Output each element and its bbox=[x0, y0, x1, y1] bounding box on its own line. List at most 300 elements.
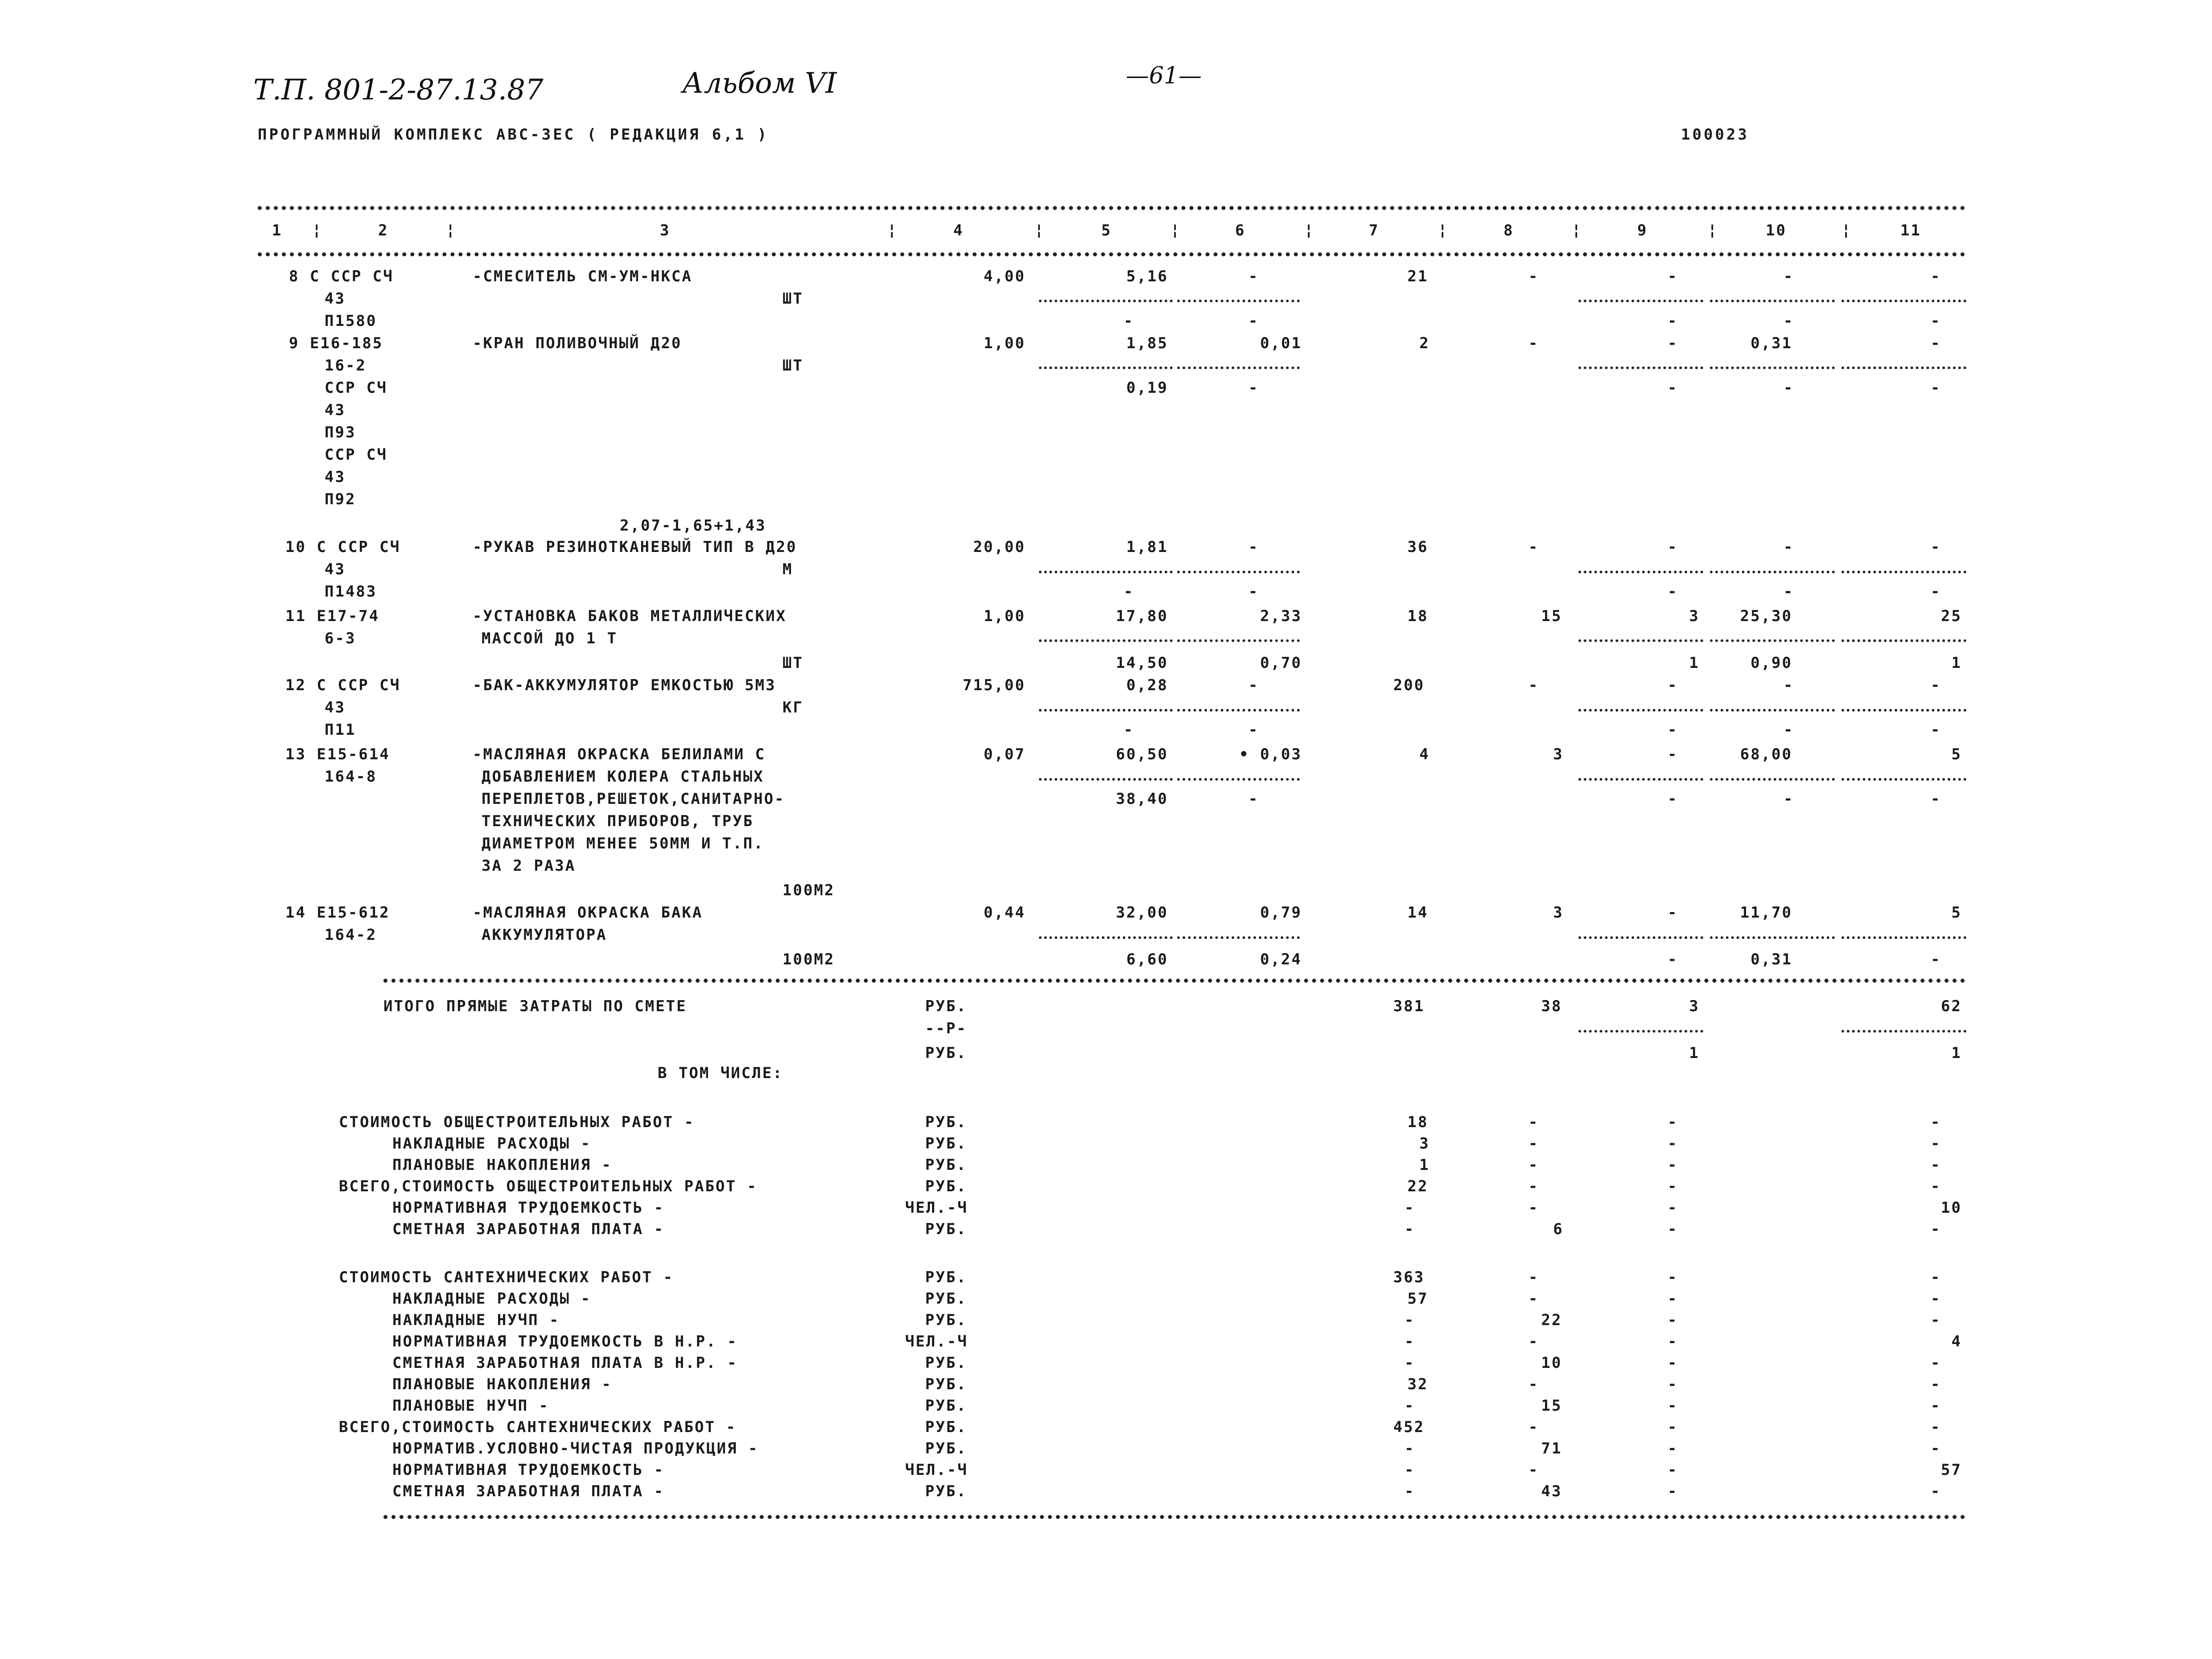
table-cell: - bbox=[1668, 721, 1678, 739]
table-cell: НОРМАТИВНАЯ ТРУДОЕМКОСТЬ - bbox=[392, 1199, 665, 1217]
table-cell: 0,90 bbox=[1751, 654, 1792, 672]
table-cell: - bbox=[1931, 1354, 1941, 1372]
table-cell: - bbox=[1528, 1290, 1539, 1308]
table-cell: - bbox=[1931, 268, 1941, 285]
dotted-rule bbox=[1177, 778, 1300, 781]
table-cell: - bbox=[1668, 951, 1678, 968]
page-number: —61— bbox=[1126, 62, 1202, 89]
totals-rule bbox=[383, 979, 1965, 983]
table-cell: - bbox=[1124, 721, 1134, 739]
table-cell: КГ bbox=[783, 699, 803, 716]
table-cell: ССР СЧ bbox=[325, 379, 387, 397]
table-cell: 1 bbox=[1419, 1156, 1430, 1174]
table-cell: РУБ. bbox=[925, 1156, 967, 1174]
dotted-rule bbox=[1177, 709, 1300, 712]
dotted-rule bbox=[1578, 300, 1703, 302]
table-cell: 6 bbox=[1553, 1220, 1564, 1238]
table-cell: -КРАН ПОЛИВОЧНЫЙ Д20 bbox=[473, 334, 682, 352]
table-cell: 0,01 bbox=[1260, 334, 1302, 352]
dotted-rule bbox=[1177, 936, 1300, 939]
table-cell: - bbox=[1668, 1156, 1678, 1174]
table-cell: 20,00 bbox=[973, 538, 1026, 556]
table-cell: 715,00 bbox=[963, 676, 1026, 694]
dotted-rule bbox=[1039, 778, 1173, 781]
table-cell: 17,80 bbox=[1116, 607, 1168, 625]
table-cell: 1 bbox=[1689, 654, 1700, 672]
table-cell: 4 bbox=[1951, 1333, 1962, 1350]
table-cell: 15 bbox=[1541, 1397, 1562, 1415]
table-cell: - bbox=[1668, 1461, 1678, 1479]
table-cell: РУБ. bbox=[925, 1440, 967, 1457]
table-cell: - bbox=[1528, 1177, 1539, 1195]
column-separator: ¦ bbox=[446, 221, 455, 239]
table-cell: - bbox=[1668, 1290, 1678, 1308]
table-cell: 2,33 bbox=[1260, 607, 1302, 625]
table-cell: - bbox=[1784, 790, 1794, 808]
table-cell: 16-2 bbox=[325, 357, 367, 375]
table-cell: РУБ. bbox=[925, 1354, 967, 1372]
table-cell: РУБ. bbox=[925, 1220, 967, 1238]
table-cell: - bbox=[1931, 1156, 1941, 1174]
table-cell: ЧЕЛ.-Ч bbox=[905, 1461, 968, 1479]
table-cell: ПЛАНОВЫЕ НАКОПЛЕНИЯ - bbox=[392, 1375, 612, 1393]
table-cell: РУБ. bbox=[925, 1311, 967, 1329]
table-cell: 5 bbox=[1951, 904, 1962, 922]
table-cell: - bbox=[1931, 1177, 1941, 1195]
table-cell: - bbox=[1528, 268, 1539, 285]
table-cell: - bbox=[1784, 676, 1794, 694]
table-cell: 3 bbox=[1419, 1135, 1430, 1153]
table-cell: 22 bbox=[1407, 1177, 1429, 1195]
table-cell: 43 bbox=[325, 290, 346, 308]
table-cell: - bbox=[1931, 951, 1941, 968]
table-cell: - bbox=[1248, 583, 1259, 601]
dotted-rule bbox=[1039, 709, 1173, 712]
table-cell: 8 С ССР СЧ bbox=[289, 268, 394, 285]
program-header: ПРОГРАММНЫЙ КОМПЛЕКС АВС-3ЕС ( РЕДАКЦИЯ 6,1 ) bbox=[258, 126, 769, 144]
table-cell: 13 Е15-614 bbox=[285, 745, 390, 763]
table-cell: - bbox=[1528, 676, 1539, 694]
column-separator: ¦ bbox=[1034, 221, 1044, 239]
table-cell: -МАСЛЯНАЯ ОКРАСКА БАКА bbox=[473, 904, 703, 922]
dotted-rule bbox=[1710, 778, 1835, 781]
table-cell: - bbox=[1405, 1440, 1415, 1457]
table-cell: 9 Е16-185 bbox=[289, 334, 383, 352]
table-cell: - bbox=[1931, 538, 1941, 556]
table-cell: 57 bbox=[1941, 1461, 1962, 1479]
table-cell: НОРМАТИВНАЯ ТРУДОЕМКОСТЬ В Н.Р. - bbox=[392, 1333, 738, 1350]
table-cell: П1483 bbox=[325, 583, 377, 601]
table-cell: - bbox=[1931, 790, 1941, 808]
table-cell: -МАСЛЯНАЯ ОКРАСКА БЕЛИЛАМИ С bbox=[473, 745, 766, 763]
table-cell: 60,50 bbox=[1116, 745, 1168, 763]
table-cell: НАКЛАДНЫЕ НУЧП - bbox=[392, 1311, 560, 1329]
table-cell: 164-8 bbox=[325, 768, 377, 786]
table-cell: - bbox=[1528, 1268, 1539, 1286]
table-cell: М bbox=[783, 560, 793, 578]
dotted-rule bbox=[1710, 936, 1835, 939]
table-cell: ЗА 2 РАЗА bbox=[482, 857, 576, 875]
table-cell: 3 bbox=[1553, 745, 1564, 763]
table-cell: 4,00 bbox=[984, 268, 1026, 285]
table-cell: 363 bbox=[1393, 1268, 1425, 1286]
table-cell: 100М2 bbox=[783, 951, 835, 968]
table-cell: - bbox=[1931, 676, 1941, 694]
table-cell: - bbox=[1248, 312, 1259, 330]
table-cell: - bbox=[1931, 312, 1941, 330]
table-cell: - bbox=[1528, 1418, 1539, 1436]
header-stamp: Т.П. 801-2-87.13.87 bbox=[253, 74, 544, 107]
table-cell: РУБ. bbox=[925, 1397, 967, 1415]
table-cell: 43 bbox=[1541, 1482, 1562, 1500]
table-cell: - bbox=[1668, 1311, 1678, 1329]
table-top-rule bbox=[258, 206, 1965, 210]
table-cell: - bbox=[1668, 1418, 1678, 1436]
table-cell: 32 bbox=[1407, 1375, 1429, 1393]
table-cell: 0,07 bbox=[984, 745, 1026, 763]
table-cell: 43 bbox=[325, 401, 346, 419]
table-cell: - bbox=[1931, 721, 1941, 739]
table-cell: 6,60 bbox=[1126, 951, 1168, 968]
table-cell: - bbox=[1668, 334, 1678, 352]
column-number: 4 bbox=[953, 222, 964, 239]
dotted-rule bbox=[1578, 571, 1703, 573]
column-number: 10 bbox=[1766, 222, 1787, 239]
table-cell: - bbox=[1668, 676, 1678, 694]
dotted-rule bbox=[1710, 366, 1835, 369]
table-cell: - bbox=[1668, 1177, 1678, 1195]
table-cell: 22 bbox=[1541, 1311, 1562, 1329]
table-cell: ДОБАВЛЕНИЕМ КОЛЕРА СТАЛЬНЫХ bbox=[482, 768, 764, 786]
dotted-rule bbox=[1841, 1030, 1966, 1033]
table-cell: 1,81 bbox=[1126, 538, 1168, 556]
dotted-rule bbox=[1841, 571, 1966, 573]
table-cell: - bbox=[1405, 1220, 1415, 1238]
table-cell: СМЕТНАЯ ЗАРАБОТНАЯ ПЛАТА - bbox=[392, 1220, 665, 1238]
table-cell: - bbox=[1784, 379, 1794, 397]
table-cell: ВСЕГО,СТОИМОСТЬ САНТЕХНИЧЕСКИХ РАБОТ - bbox=[339, 1418, 737, 1436]
table-cell: - bbox=[1668, 904, 1678, 922]
table-cell: 32,00 bbox=[1116, 904, 1168, 922]
table-cell: 0,79 bbox=[1260, 904, 1302, 922]
table-cell: - bbox=[1668, 790, 1678, 808]
dotted-rule bbox=[1710, 571, 1835, 573]
table-cell: - bbox=[1248, 538, 1259, 556]
table-cell: - bbox=[1931, 1290, 1941, 1308]
table-cell: - bbox=[1668, 583, 1678, 601]
table-cell: - bbox=[1668, 745, 1678, 763]
table-cell: ПЛАНОВЫЕ НАКОПЛЕНИЯ - bbox=[392, 1156, 612, 1174]
table-cell: П11 bbox=[325, 721, 356, 739]
dotted-rule bbox=[1841, 709, 1966, 712]
table-cell: - bbox=[1784, 721, 1794, 739]
table-cell: - bbox=[1528, 1113, 1539, 1131]
table-cell: 1 bbox=[1689, 1044, 1700, 1062]
table-cell: - bbox=[1124, 583, 1134, 601]
table-cell: НАКЛАДНЫЕ РАСХОДЫ - bbox=[392, 1135, 591, 1153]
table-cell: - bbox=[1668, 1333, 1678, 1350]
table-cell: 25 bbox=[1941, 607, 1962, 625]
table-cell: ССР СЧ bbox=[325, 446, 387, 464]
table-cell: - bbox=[1931, 1113, 1941, 1131]
table-cell: - bbox=[1668, 1397, 1678, 1415]
column-separator: ¦ bbox=[1841, 221, 1851, 239]
column-number: 7 bbox=[1369, 222, 1380, 239]
table-cell: --Р- bbox=[925, 1020, 967, 1037]
table-cell: 0,31 bbox=[1751, 334, 1792, 352]
dotted-rule bbox=[1578, 366, 1703, 369]
column-number: 2 bbox=[378, 222, 389, 239]
dotted-rule bbox=[1710, 709, 1835, 712]
table-cell: 0,44 bbox=[984, 904, 1026, 922]
table-cell: РУБ. bbox=[925, 1113, 967, 1131]
table-cell: 0,19 bbox=[1126, 379, 1168, 397]
table-cell: 10 bbox=[1541, 1354, 1562, 1372]
table-cell: 1 bbox=[1951, 1044, 1962, 1062]
dotted-rule bbox=[1578, 639, 1703, 642]
table-cell: ЧЕЛ.-Ч bbox=[905, 1333, 968, 1350]
table-cell: 11 Е17-74 bbox=[285, 607, 380, 625]
table-cell: 200 bbox=[1393, 676, 1425, 694]
table-cell: РУБ. bbox=[925, 1375, 967, 1393]
column-number: 1 bbox=[272, 222, 283, 239]
dotted-rule bbox=[1841, 300, 1966, 302]
column-number: 11 bbox=[1900, 222, 1921, 239]
table-cell: - bbox=[1528, 538, 1539, 556]
table-cell: 71 bbox=[1541, 1440, 1562, 1457]
table-cell: 43 bbox=[325, 560, 346, 578]
column-separator: ¦ bbox=[1438, 221, 1447, 239]
table-cell: - bbox=[1405, 1397, 1415, 1415]
table-cell: 11,70 bbox=[1740, 904, 1792, 922]
table-cell: 1,85 bbox=[1126, 334, 1168, 352]
table-cell: - bbox=[1931, 1135, 1941, 1153]
table-cell: - bbox=[1931, 1397, 1941, 1415]
table-cell: 1,00 bbox=[984, 607, 1026, 625]
table-cell: 14 Е15-612 bbox=[285, 904, 390, 922]
table-cell: - bbox=[1931, 1375, 1941, 1393]
table-cell: 18 bbox=[1407, 1113, 1429, 1131]
table-cell: - bbox=[1528, 334, 1539, 352]
table-cell: РУБ. bbox=[925, 1044, 967, 1062]
column-separator: ¦ bbox=[1708, 221, 1717, 239]
document-code: 100023 bbox=[1681, 126, 1749, 144]
table-cell: ИТОГО ПРЯМЫЕ ЗАТРАТЫ ПО СМЕТЕ bbox=[383, 997, 687, 1015]
table-cell: - bbox=[1668, 1199, 1678, 1217]
dotted-rule bbox=[1841, 639, 1966, 642]
column-number: 3 bbox=[660, 222, 671, 239]
table-cell: 0,24 bbox=[1260, 951, 1302, 968]
table-cell: 381 bbox=[1393, 997, 1425, 1015]
table-cell: • 0,03 bbox=[1239, 745, 1302, 763]
table-cell: - bbox=[1405, 1199, 1415, 1217]
table-cell: - bbox=[1405, 1333, 1415, 1350]
dotted-rule bbox=[1841, 778, 1966, 781]
table-cell: В ТОМ ЧИСЛЕ: bbox=[658, 1064, 783, 1082]
table-cell: - bbox=[1784, 583, 1794, 601]
table-cell: 164-2 bbox=[325, 926, 377, 944]
table-cell: МАССОЙ ДО 1 Т bbox=[482, 630, 618, 647]
table-cell: 3 bbox=[1689, 607, 1700, 625]
table-cell: ШТ bbox=[783, 654, 803, 672]
table-cell: СМЕТНАЯ ЗАРАБОТНАЯ ПЛАТА - bbox=[392, 1482, 665, 1500]
table-cell: - bbox=[1528, 1333, 1539, 1350]
table-cell: 25,30 bbox=[1740, 607, 1792, 625]
table-cell: - bbox=[1528, 1135, 1539, 1153]
table-cell: ПЛАНОВЫЕ НУЧП - bbox=[392, 1397, 550, 1415]
table-cell: - bbox=[1405, 1311, 1415, 1329]
table-cell: 4 bbox=[1419, 745, 1430, 763]
table-cell: - bbox=[1668, 312, 1678, 330]
table-cell: НОРМАТИВНАЯ ТРУДОЕМКОСТЬ - bbox=[392, 1461, 665, 1479]
album-title: Альбом VI bbox=[682, 67, 837, 100]
table-cell: 14,50 bbox=[1116, 654, 1168, 672]
dotted-rule bbox=[1578, 1030, 1703, 1033]
dotted-rule bbox=[1177, 366, 1300, 369]
table-cell: - bbox=[1931, 334, 1941, 352]
table-cell: - bbox=[1528, 1375, 1539, 1393]
table-cell: -СМЕСИТЕЛЬ СМ-УМ-НКСА bbox=[473, 268, 692, 285]
dotted-rule bbox=[1177, 571, 1300, 573]
table-cell: - bbox=[1248, 790, 1259, 808]
column-number: 9 bbox=[1637, 222, 1648, 239]
dotted-rule bbox=[1578, 778, 1703, 781]
table-cell: 0,31 bbox=[1751, 951, 1792, 968]
table-cell: - bbox=[1784, 268, 1794, 285]
table-cell: СМЕТНАЯ ЗАРАБОТНАЯ ПЛАТА В Н.Р. - bbox=[392, 1354, 738, 1372]
dotted-rule bbox=[1039, 300, 1173, 302]
table-cell: СТОИМОСТЬ ОБЩЕСТРОИТЕЛЬНЫХ РАБОТ - bbox=[339, 1113, 695, 1131]
table-cell: - bbox=[1124, 312, 1134, 330]
table-cell: - bbox=[1668, 1135, 1678, 1153]
table-cell: 10 С ССР СЧ bbox=[285, 538, 401, 556]
table-cell: РУБ. bbox=[925, 1177, 967, 1195]
table-cell: 2,07-1,65+1,43 bbox=[620, 517, 766, 535]
table-cell: 10 bbox=[1941, 1199, 1962, 1217]
table-cell: - bbox=[1668, 1482, 1678, 1500]
table-cell: ШТ bbox=[783, 290, 803, 308]
table-cell: - bbox=[1931, 1220, 1941, 1238]
table-cell: ПЕРЕПЛЕТОВ,РЕШЕТОК,САНИТАРНО- bbox=[482, 790, 785, 808]
dotted-rule bbox=[1578, 709, 1703, 712]
table-cell: - bbox=[1528, 1156, 1539, 1174]
column-separator: ¦ bbox=[1170, 221, 1180, 239]
table-cell: - bbox=[1528, 1461, 1539, 1479]
table-cell: - bbox=[1784, 538, 1794, 556]
table-cell: - bbox=[1931, 1268, 1941, 1286]
table-cell: ШТ bbox=[783, 357, 803, 375]
table-cell: 1,00 bbox=[984, 334, 1026, 352]
table-cell: - bbox=[1668, 1268, 1678, 1286]
dotted-rule bbox=[1710, 300, 1835, 302]
dotted-rule bbox=[1177, 300, 1300, 302]
table-cell: РУБ. bbox=[925, 1268, 967, 1286]
header-bottom-rule bbox=[258, 252, 1965, 256]
table-cell: - bbox=[1248, 379, 1259, 397]
table-cell: 18 bbox=[1407, 607, 1429, 625]
table-cell: 0,70 bbox=[1260, 654, 1302, 672]
table-cell: - bbox=[1528, 1199, 1539, 1217]
table-cell: РУБ. bbox=[925, 1482, 967, 1500]
dotted-rule bbox=[1039, 936, 1173, 939]
table-cell: 38 bbox=[1541, 997, 1562, 1015]
table-cell: РУБ. bbox=[925, 1418, 967, 1436]
dotted-rule bbox=[1578, 936, 1703, 939]
table-cell: - bbox=[1784, 312, 1794, 330]
table-cell: СТОИМОСТЬ САНТЕХНИЧЕСКИХ РАБОТ - bbox=[339, 1268, 674, 1286]
table-cell: - bbox=[1668, 538, 1678, 556]
table-cell: 1 bbox=[1951, 654, 1962, 672]
table-cell: - bbox=[1931, 1482, 1941, 1500]
table-cell: 38,40 bbox=[1116, 790, 1168, 808]
table-cell: РУБ. bbox=[925, 1135, 967, 1153]
table-cell: 100М2 bbox=[783, 881, 835, 899]
table-cell: 2 bbox=[1419, 334, 1430, 352]
dotted-rule bbox=[1177, 639, 1300, 642]
table-cell: - bbox=[1931, 379, 1941, 397]
dotted-rule bbox=[1710, 639, 1835, 642]
table-cell: П1580 bbox=[325, 312, 377, 330]
table-cell: П92 bbox=[325, 490, 356, 508]
table-cell: 452 bbox=[1393, 1418, 1425, 1436]
table-cell: - bbox=[1931, 1440, 1941, 1457]
table-cell: 21 bbox=[1407, 268, 1429, 285]
table-cell: -УСТАНОВКА БАКОВ МЕТАЛЛИЧЕСКИХ bbox=[473, 607, 787, 625]
table-cell: - bbox=[1931, 1311, 1941, 1329]
table-cell: 5,16 bbox=[1126, 268, 1168, 285]
table-cell: 3 bbox=[1553, 904, 1564, 922]
table-cell: - bbox=[1668, 268, 1678, 285]
table-cell: - bbox=[1668, 1113, 1678, 1131]
table-cell: РУБ. bbox=[925, 1290, 967, 1308]
column-number: 5 bbox=[1101, 222, 1112, 239]
table-cell: НОРМАТИВ.УСЛОВНО-ЧИСТАЯ ПРОДУКЦИЯ - bbox=[392, 1440, 759, 1457]
table-cell: 3 bbox=[1689, 997, 1700, 1015]
table-cell: - bbox=[1405, 1482, 1415, 1500]
table-cell: 5 bbox=[1951, 745, 1962, 763]
table-cell: ВСЕГО,СТОИМОСТЬ ОБЩЕСТРОИТЕЛЬНЫХ РАБОТ - bbox=[339, 1177, 758, 1195]
table-cell: 43 bbox=[325, 468, 346, 486]
table-cell: - bbox=[1668, 1220, 1678, 1238]
table-cell: - bbox=[1931, 583, 1941, 601]
table-cell: ТЕХНИЧЕСКИХ ПРИБОРОВ, ТРУБ bbox=[482, 812, 754, 830]
table-cell: -БАК-АККУМУЛЯТОР ЕМКОСТЬЮ 5М3 bbox=[473, 676, 776, 694]
column-number: 6 bbox=[1235, 222, 1246, 239]
table-cell: 57 bbox=[1407, 1290, 1429, 1308]
column-separator: ¦ bbox=[1304, 221, 1314, 239]
dotted-rule bbox=[1039, 639, 1173, 642]
table-cell: 0,28 bbox=[1126, 676, 1168, 694]
table-cell: 14 bbox=[1407, 904, 1429, 922]
dotted-rule bbox=[1841, 366, 1966, 369]
table-cell: - bbox=[1405, 1461, 1415, 1479]
table-cell: 6-3 bbox=[325, 630, 356, 647]
table-cell: - bbox=[1931, 1418, 1941, 1436]
table-cell: ДИАМЕТРОМ МЕНЕЕ 50ММ И Т.П. bbox=[482, 835, 764, 852]
table-cell: - bbox=[1248, 676, 1259, 694]
table-end-rule bbox=[383, 1515, 1965, 1519]
table-cell: -РУКАВ РЕЗИНОТКАНЕВЫЙ ТИП В Д20 bbox=[473, 538, 797, 556]
dotted-rule bbox=[1039, 571, 1173, 573]
table-cell: - bbox=[1668, 1440, 1678, 1457]
table-cell: 15 bbox=[1541, 607, 1562, 625]
table-cell: - bbox=[1668, 1375, 1678, 1393]
table-cell: АККУМУЛЯТОРА bbox=[482, 926, 607, 944]
table-cell: 36 bbox=[1407, 538, 1429, 556]
table-cell: РУБ. bbox=[925, 997, 967, 1015]
table-cell: 68,00 bbox=[1740, 745, 1792, 763]
table-cell: - bbox=[1405, 1354, 1415, 1372]
